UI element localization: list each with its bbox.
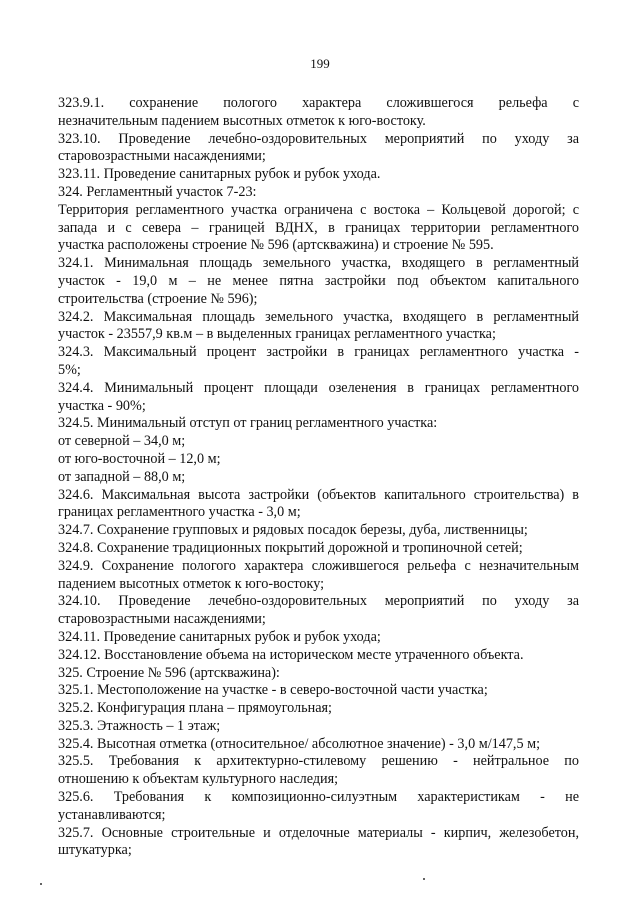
- text-line: 325.5. Требования к архитектурно-стилевому решению - нейтральное по: [58, 753, 579, 770]
- text-line: 324.4. Минимальный процент площади озеленения в границах регламентного: [58, 379, 579, 396]
- text-line: границах регламентного участка - 3,0 м;: [58, 504, 301, 521]
- text-line: 5%;: [58, 361, 81, 378]
- text-line: 324.9. Сохранение пологого характера сложившегося рельефа с незначительным: [58, 557, 579, 574]
- text-line: 325.7. Основные строительные и отделочные материалы - кирпич, железобетон,: [58, 824, 579, 841]
- text-line: незначительным падением высотных отметок к юго-востоку.: [58, 112, 426, 129]
- text-line: 324.7. Сохранение групповых и рядовых посадок березы, дуба, лиственницы;: [58, 522, 528, 539]
- text-line: 323.11. Проведение санитарных рубок и рубок ухода.: [58, 166, 381, 183]
- text-line: от северной – 34,0 м;: [58, 433, 186, 450]
- text-line: от юго-восточной – 12,0 м;: [58, 450, 221, 467]
- text-line: участка - 90%;: [58, 397, 146, 414]
- text-line: участок - 19,0 м – не менее пятна застройки под объектом капитального: [58, 272, 579, 289]
- text-line: 325.6. Требования к композиционно-силуэтным характеристикам - не: [58, 789, 579, 806]
- text-line: 324.2. Максимальная площадь земельного участка, входящего в регламентный: [58, 308, 579, 325]
- text-line: 324. Регламентный участок 7-23:: [58, 183, 257, 200]
- text-line: 324.12. Восстановление объема на историческом месте утраченного объекта.: [58, 646, 524, 663]
- text-line: 325. Строение № 596 (артскважина):: [58, 664, 280, 681]
- text-line: 324.1. Минимальная площадь земельного участка, входящего в регламентный: [58, 255, 579, 272]
- text-line: штукатурка;: [58, 842, 132, 859]
- text-line: участок - 23557,9 кв.м – в выделенных границах регламентного участка;: [58, 326, 496, 343]
- document-body: [58, 95, 579, 860]
- scan-speck: [40, 883, 42, 885]
- text-line: 325.2. Конфигурация плана – прямоугольная;: [58, 700, 332, 717]
- text-line: 324.3. Максимальный процент застройки в границах регламентного участка -: [58, 344, 579, 361]
- text-line: строительства (строение № 596);: [58, 290, 258, 307]
- text-line: 325.3. Этажность – 1 этаж;: [58, 717, 221, 734]
- text-line: 324.8. Сохранение традиционных покрытий дорожной и тропиночной сетей;: [58, 539, 523, 556]
- page-number: 199: [310, 56, 330, 71]
- text-line: Территория регламентного участка ограничена с востока – Кольцевой дорогой; с: [58, 201, 579, 218]
- text-line: 324.6. Максимальная высота застройки (объектов капитального строительства) в: [58, 486, 579, 503]
- text-line: от западной – 88,0 м;: [58, 468, 186, 485]
- text-line: 323.9.1. сохранение пологого характера сложившегося рельефа с: [58, 95, 579, 111]
- text-line: старовозрастными насаждениями;: [58, 148, 266, 165]
- text-line: падением высотных отметок к юго-востоку;: [58, 575, 325, 592]
- scan-speck: [423, 878, 425, 880]
- text-line: 324.10. Проведение лечебно-оздоровительных мероприятий по уходу за: [58, 593, 579, 610]
- text-line: запада и с севера – границей ВДНХ, в границах территории регламентного: [58, 219, 579, 236]
- text-line: 325.4. Высотная отметка (относительное/ абсолютное значение) - 3,0 м/147,5 м;: [58, 735, 541, 752]
- text-line: отношению к объектам культурного наследия;: [58, 771, 339, 788]
- text-line: 323.10. Проведение лечебно-оздоровительных мероприятий по уходу за: [58, 130, 579, 147]
- text-line: 325.1. Местоположение на участке - в северо-восточной части участка;: [58, 682, 488, 699]
- text-line: устанавливаются;: [58, 806, 166, 823]
- text-line: 324.5. Минимальный отступ от границ регламентного участка:: [58, 415, 438, 432]
- text-line: 324.11. Проведение санитарных рубок и рубок ухода;: [58, 628, 381, 645]
- text-line: участка расположены строение № 596 (артскважина) и строение № 595.: [58, 237, 494, 254]
- text-line: старовозрастными насаждениями;: [58, 611, 266, 628]
